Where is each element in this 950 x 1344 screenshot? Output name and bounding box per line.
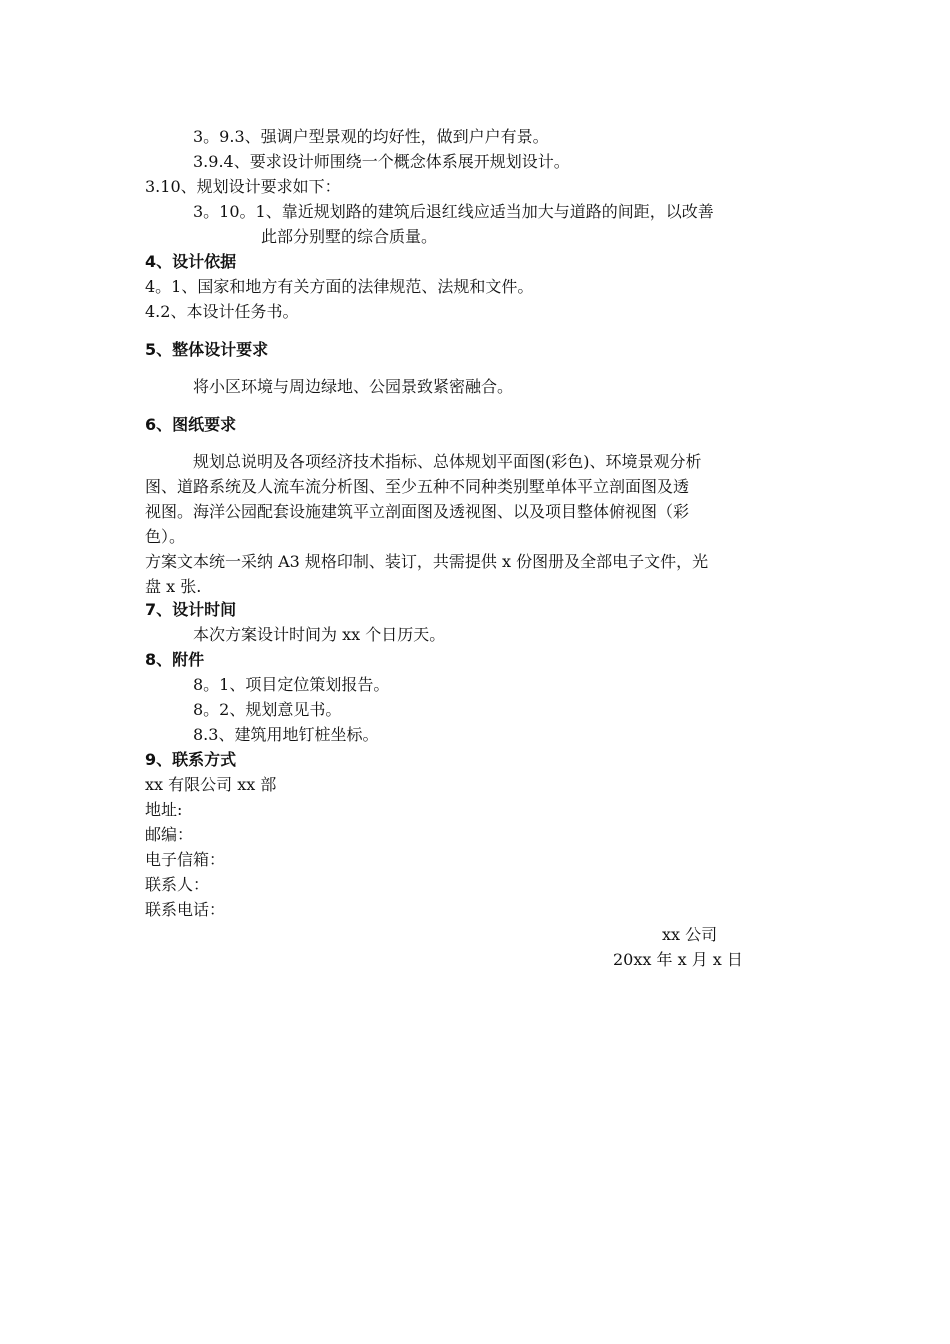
text-line-8-2: 8。2、规划意见书。 — [193, 700, 342, 719]
contact-phone: 联系电话： — [145, 900, 226, 919]
section-heading-4: 4、设计依据 — [145, 252, 237, 271]
text-line-6-body-3: 视图。海洋公园配套设施建筑平立剖面图及透视图、以及项目整体俯视图（彩 — [145, 502, 690, 521]
section-heading-5: 5、整体设计要求 — [145, 340, 269, 359]
signature-company: xx 公司 — [662, 925, 718, 944]
contact-person: 联系人： — [145, 875, 210, 894]
text-line-4-2: 4.2、本设计任务书。 — [145, 302, 299, 321]
text-line-6-body-4: 色）。 — [145, 527, 186, 546]
text-line-6-body-1: 规划总说明及各项经济技术指标、总体规划平面图(彩色)、环境景观分析 — [193, 452, 702, 471]
text-line-8-3: 8.3、建筑用地钉桩坐标。 — [193, 725, 379, 744]
contact-company: xx 有限公司 xx 部 — [145, 775, 277, 794]
text-line-3-10: 3.10、规划设计要求如下： — [145, 177, 341, 196]
text-line-6-body-6: 盘 x 张. — [145, 577, 202, 596]
text-line-6-body-2: 图、道路系统及人流车流分析图、至少五种不同种类别墅单体平立剖面图及透 — [145, 477, 690, 496]
text-line-7-body: 本次方案设计时间为 xx 个日历天。 — [193, 625, 446, 644]
section-heading-7: 7、设计时间 — [145, 600, 237, 619]
signature-date: 20xx 年 x 月 x 日 — [613, 950, 743, 969]
section-heading-6: 6、图纸要求 — [145, 415, 237, 434]
section-heading-9: 9、联系方式 — [145, 750, 237, 769]
text-line-6-body-5: 方案文本统一采纳 A3 规格印制、装订，共需提供 x 份图册及全部电子文件，光 — [145, 552, 709, 571]
contact-email: 电子信箱： — [145, 850, 226, 869]
text-line-3-9-4: 3.9.4、要求设计师围绕一个概念体系展开规划设计。 — [193, 152, 570, 171]
contact-postcode: 邮编： — [145, 825, 194, 844]
section-heading-8: 8、附件 — [145, 650, 205, 669]
contact-address: 地址: — [145, 800, 183, 819]
text-line-3-10-1: 3。10。1、靠近规划路的建筑后退红线应适当加大与道路的间距，以改善 — [193, 202, 714, 221]
text-line-3-9-3: 3。9.3、强调户型景观的均好性，做到户户有景。 — [193, 127, 549, 146]
text-line-8-1: 8。1、项目定位策划报告。 — [193, 675, 390, 694]
text-line-3-10-1-cont: 此部分别墅的综合质量。 — [261, 227, 438, 246]
text-line-5-body: 将小区环境与周边绿地、公园景致紧密融合。 — [193, 377, 514, 396]
text-line-4-1: 4。1、国家和地方有关方面的法律规范、法规和文件。 — [145, 277, 534, 296]
